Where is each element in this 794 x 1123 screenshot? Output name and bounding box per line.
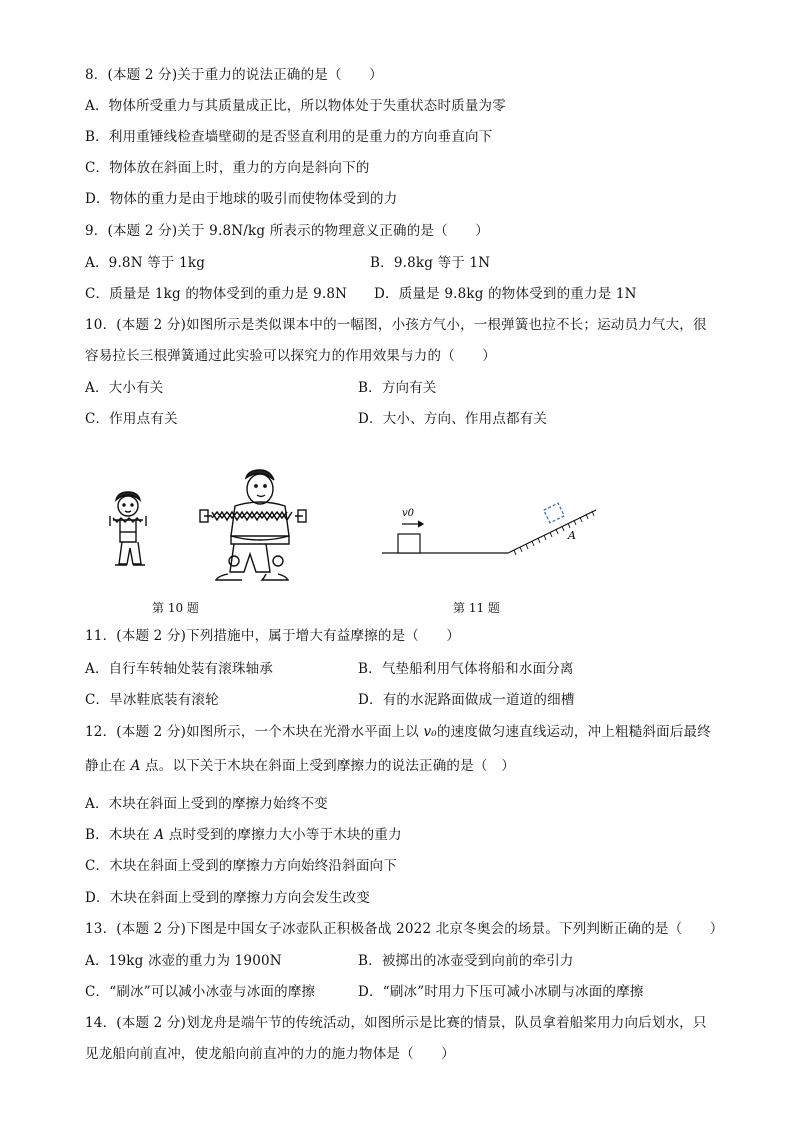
v0-symbol: v₀ xyxy=(423,724,437,740)
q12-option-b-part1: B．木块在 xyxy=(85,827,155,843)
q12-stem-line2 xyxy=(85,757,515,775)
q14-stem-line2: 见龙船向前直冲，使龙船向前直冲的力的施力物体是（ ） xyxy=(85,1046,455,1062)
q13-option-c: C．“刷冰”可以减小冰壶与冰面的摩擦 xyxy=(85,984,316,1000)
figure-11-illustration xyxy=(380,498,600,558)
spring-pull-drawing xyxy=(100,462,310,587)
q13-stem: 13．(本题 2 分)下图是中国女子冰壶队正积极备战 2022 北京冬奥会的场景。下列判断正确的是（ ） xyxy=(85,921,724,937)
q11-stem: 11．(本题 2 分)下列措施中，属于增大有益摩擦的是（ ） xyxy=(85,628,461,644)
q8-option-d: D．物体的重力是由于地球的吸引而使物体受到的力 xyxy=(85,191,398,207)
q9-option-c: C．质量是 1kg 的物体受到的重力是 9.8N xyxy=(85,286,348,302)
q11-option-c: C．旱冰鞋底装有滚轮 xyxy=(85,692,219,708)
q12-option-b xyxy=(85,826,402,844)
q12-stem-part1: 12．(本题 2 分)如图所示，一个木块在光滑水平面上以 xyxy=(85,724,424,740)
q12-stem-part2: 的速度做匀速直线运动，冲上粗糙斜面后最终 xyxy=(436,724,711,740)
figure-11-caption: 第 11 题 xyxy=(453,601,500,615)
q9-stem: 9．(本题 2 分)关于 9.8N/kg 所表示的物理意义正确的是（ ） xyxy=(85,223,489,239)
point-a-symbol: A xyxy=(130,758,141,774)
q13-option-a: A．19kg 冰壶的重力为 1900N xyxy=(85,953,282,969)
q13-option-b: B．被掷出的冰壶受到向前的牵引力 xyxy=(358,953,574,969)
q12-stem-part3: 静止在 xyxy=(85,758,131,774)
q12-option-a: A．木块在斜面上受到的摩擦力始终不变 xyxy=(85,796,328,812)
q10-option-c: C．作用点有关 xyxy=(85,411,178,427)
figure-10-illustration xyxy=(100,462,310,587)
q9-option-a: A．9.8N 等于 1kg xyxy=(85,255,206,271)
q12-stem-part4: 点。以下关于木块在斜面上受到摩擦力的说法正确的是（ ） xyxy=(140,758,515,774)
q11-option-b: B．气垫船利用气体将船和水面分离 xyxy=(358,661,574,677)
v0-label: v0 xyxy=(402,508,415,519)
q8-option-c: C．物体放在斜面上时，重力的方向是斜向下的 xyxy=(85,160,370,176)
q9-option-d: D．质量是 9.8kg 的物体受到的重力是 1N xyxy=(374,286,637,302)
q10-option-a: A．大小有关 xyxy=(85,380,164,396)
q8-option-b: B．利用重锤线检查墙壁砌的是否竖直利用的是重力的方向垂直向下 xyxy=(85,129,493,145)
incline-drawing xyxy=(380,498,600,558)
q12-option-d: D．木块在斜面上受到的摩擦力方向会发生改变 xyxy=(85,890,371,906)
point-a-label: A xyxy=(568,529,576,542)
q10-stem-line1: 10．(本题 2 分)如图所示是类似课本中的一幅图，小孩方气小，一根弹簧也拉不长；运动员力气大，很 xyxy=(85,317,707,333)
q12-option-b-part2: 点时受到的摩擦力大小等于木块的重力 xyxy=(164,827,402,843)
figure-10-caption: 第 10 题 xyxy=(152,601,199,615)
q10-option-b: B．方向有关 xyxy=(358,380,437,396)
q14-stem-line1: 14．(本题 2 分)划龙舟是端午节的传统活动，如图所示是比赛的情景，队员拿着船桨用力向后划水，只 xyxy=(85,1015,707,1031)
q11-option-a: A．自行车转轴处装有滚珠轴承 xyxy=(85,661,274,677)
q10-option-d: D．大小、方向、作用点都有关 xyxy=(358,411,548,427)
point-a-symbol-b: A xyxy=(154,827,165,843)
q13-option-d: D．“刷冰”时用力下压可减小冰刷与冰面的摩擦 xyxy=(358,984,644,1000)
q12-option-c: C．木块在斜面上受到的摩擦力方向始终沿斜面向下 xyxy=(85,858,397,874)
q8-stem: 8．(本题 2 分)关于重力的说法正确的是（ ） xyxy=(85,67,383,83)
q8-option-a: A．物体所受重力与其质量成正比，所以物体处于失重状态时质量为零 xyxy=(85,98,506,114)
q10-stem-line2: 容易拉长三根弹簧通过此实验可以探究力的作用效果与力的（ ） xyxy=(85,348,496,364)
q9-option-b: B．9.8kg 等于 1N xyxy=(370,255,491,271)
q12-stem-line1 xyxy=(85,723,711,741)
q11-option-d: D．有的水泥路面做成一道道的细槽 xyxy=(358,692,575,708)
